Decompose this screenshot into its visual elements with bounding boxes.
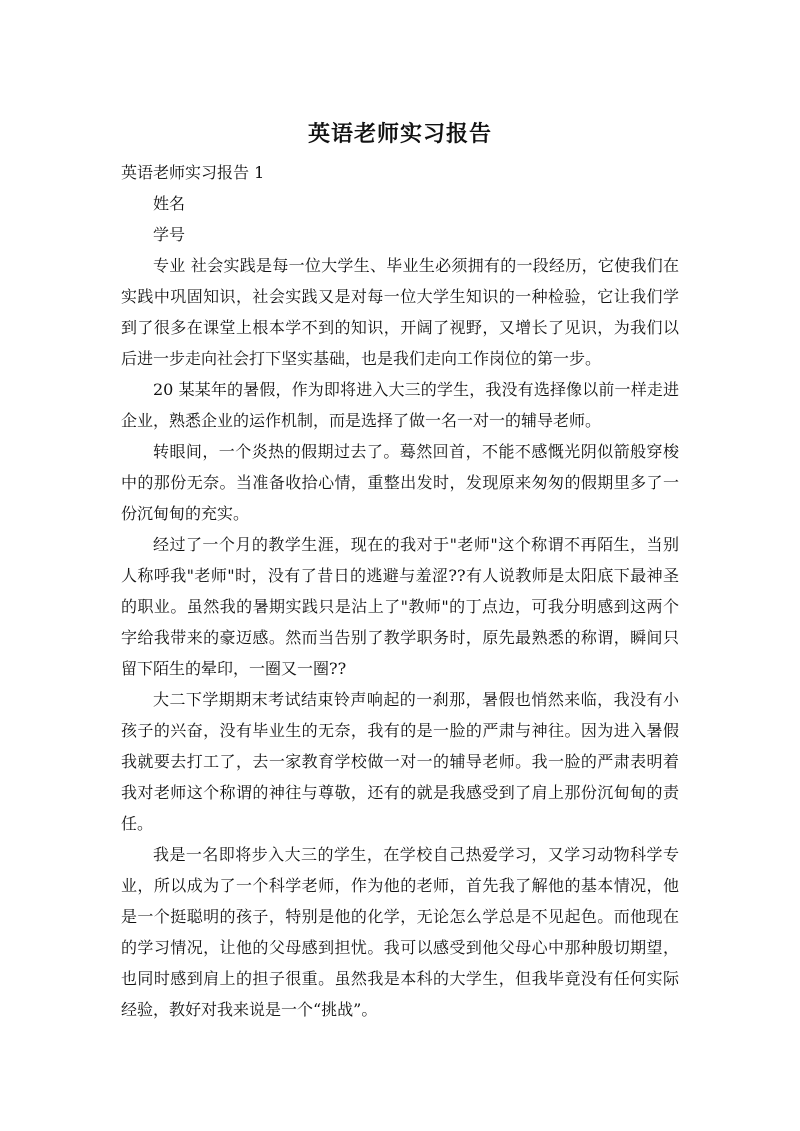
paragraph: 转眼间，一个炎热的假期过去了。蓦然回首，不能不感慨光阴似箭般穿梭中的那份无奈。当准备收拾心情，重整出发时，发现原来匆匆的假期里多了一份沉甸甸的充实。 (121, 442, 679, 523)
paragraph: 专业 社会实践是每一位大学生、毕业生必须拥有的一段经历，它使我们在实践中巩固知识，社会实践又是对每一位大学生知识的一种检验，它让我们学到了很多在课堂上根本学不到的知识，开阔了视野，又增长了见识，为我们以后进一步走向社会打下坚实基础，也是我们走向工作岗位的第一步。 (121, 256, 679, 368)
name-label: 姓名 (153, 194, 186, 213)
paragraph: 我是一名即将步入大三的学生，在学校自己热爱学习，又学习动物科学专业，所以成为了一个科学老师，作为他的老师，首先我了解他的基本情况，他是一个挺聪明的孩子，特别是他的化学，无论怎么学总是不见起色。而他现在的学习情况，让他的父母感到担忧。我可以感受到他父母心中那种殷切期望，也同时感到肩上的担子很重。虽然我是本科的大学生，但我毕竟没有任何实际经验，教好对我来说是一个“挑战”。 (121, 845, 679, 1019)
document-subtitle: 英语老师实习报告 1 (121, 163, 265, 182)
paragraph: 20 某某年的暑假，作为即将进入大三的学生，我没有选择像以前一样走进企业，熟悉企业的运作机制，而是选择了做一名一对一的辅导老师。 (121, 380, 679, 430)
document-body (121, 157, 679, 1025)
id-label: 学号 (153, 225, 186, 244)
paragraph: 大二下学期期末考试结束铃声响起的一刹那，暑假也悄然来临，我没有小孩子的兴奋，没有毕业生的无奈，我有的是一脸的严肃与神往。因为进入暑假我就要去打工了，去一家教育学校做一对一的辅导老师。我一脸的严肃表明着我对老师这个称谓的神往与尊敬，还有的就是我感受到了肩上那份沉甸甸的责任。 (121, 690, 679, 833)
document-title: 英语老师实习报告 (307, 122, 492, 147)
paragraph: 经过了一个月的教学生涯，现在的我对于"老师"这个称谓不再陌生，当别人称呼我"老师"时，没有了昔日的逃避与羞涩??有人说教师是太阳底下最神圣的职业。虽然我的暑期实践只是沾上了"教师"的丁点边，可我分明感到这两个字给我带来的豪迈感。然而当告别了教学职务时，原先最熟悉的称谓，瞬间只留下陌生的晕印，一圈又一圈?? (121, 535, 679, 678)
